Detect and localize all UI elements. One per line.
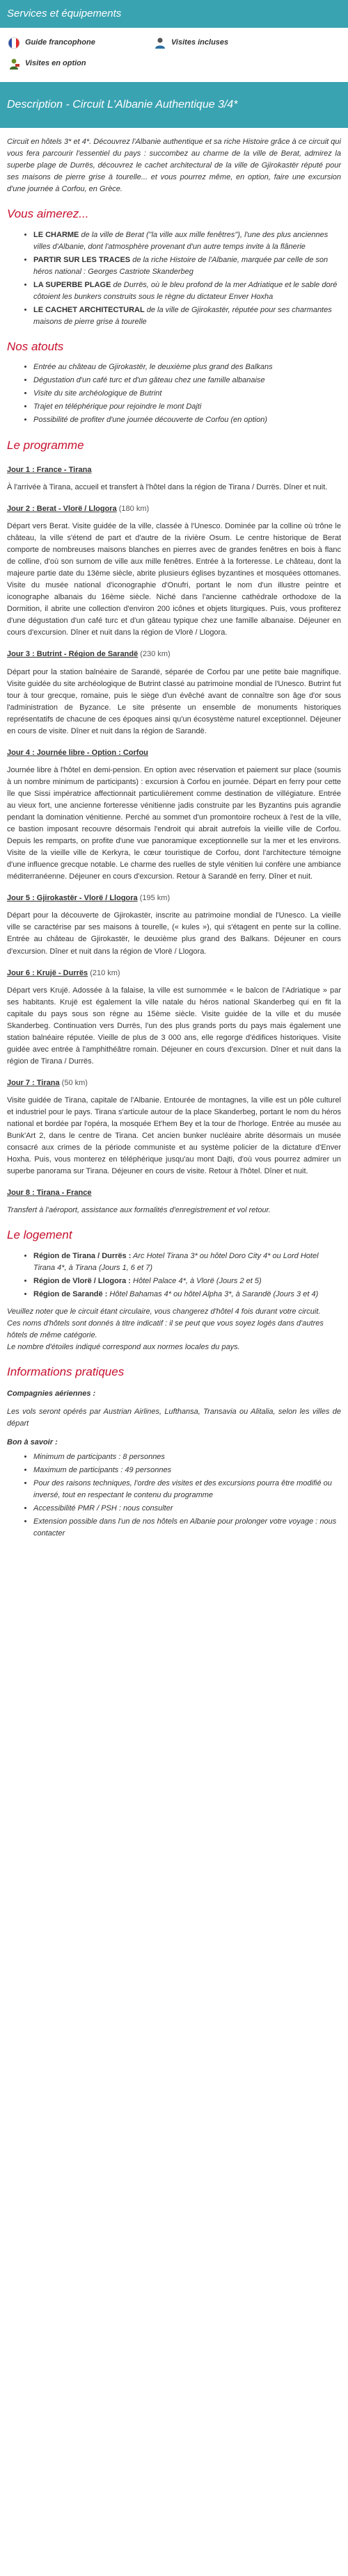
item-text: de la ville de Berat ("la ville aux mille fenêtres"), l'une des plus anciennes villes d'Albanie, dont l'atmosphère provenant d'un autre temps invite à la flânerie	[33, 230, 329, 251]
day-text: Départ pour la découverte de Gjirokastër, inscrite au patrimoine mondial de l'Unesco. La vieille ville se caractérise par ses maisons à tourelle, (« kules »), qui s'étagent en pente sur la colline. Entrée au château de Gjirokastër, le deuxième plus grand des Balkans. Déjeuner en cours d'excursion. Dîner et nuit dans la région de Vlorë / Llogora.	[7, 911, 341, 956]
list-item	[33, 254, 341, 278]
service-label: Visites en option	[25, 59, 86, 68]
service-label: Guide francophone	[25, 38, 95, 47]
day-heading	[7, 1187, 341, 1199]
item-bold: LA SUPERBE PLAGE	[33, 280, 111, 289]
service-item	[7, 36, 153, 50]
list-item: • Dégustation d'un café turc et d'un gâteau chez une famille albanaise	[33, 375, 341, 386]
day-title: Jour 2 : Berat - Vlorë / Llogora	[7, 504, 117, 513]
description-header	[0, 82, 348, 128]
day-text: Journée libre à l'hôtel en demi-pension. En option avec réservation et paiement sur place (soumis à un nombre minimum de participants) : excursion à Corfou en journée. Départ en ferry pour cette île que Sissi impératrice affectionnait particulièrement comme destination de villégiature. Entrée au vieux fort, une ancienne forteresse vénitienne jadis construite par les Byzantins puis agrandie pendant la domination vénitienne. Perché au sommet d'un promontoire rocheux à l'est de la ville, ce bastion imposant recouvre désormais l'endroit qui abrait autrefois la vieille ville de Corfou. Depuis les remparts, on profite d'une vue panoramique exceptionnelle sur la mer et les environs. Visite de la vieille ville de Kerkyra, le cœur touristique de Corfou, dont l'architecture témoigne d'une influence grecque notable. Le charme des ruelles de style vénitien lui confère une ambiance méditerranéenne. Déjeuner en cours d'excursion. Retour à Sarandë en ferry. Dîner et nuit.	[7, 765, 341, 881]
day-title: Jour 7 : Tirana	[7, 1078, 60, 1087]
bon-a-savoir-label: Bon à savoir :	[7, 1437, 58, 1446]
service-item	[153, 36, 299, 50]
list-item: • Pour des raisons techniques, l'ordre des visites et des excursions pourra être modifié ou inversé, tout en respectant le contenu du programme	[33, 1478, 341, 1501]
day-distance: (50 km)	[59, 1078, 88, 1087]
logement-note: Veuillez noter que le circuit étant circulaire, vous changerez d'hôtel 4 fois durant votre circuit.	[7, 1307, 321, 1316]
optional-visit-icon	[7, 57, 21, 71]
day-distance: (180 km)	[116, 504, 150, 513]
day-text: Départ pour la station balnéaire de Sarandë, séparée de Corfou par une petite baie magnifique. Visite guidée du site archéologique de Butrint classé au patrimoine mondial de l'Unesco. Butrint fut tour à tour grecque, romaine, puis le siège d'un évêché avant de connaître son âge d'or sous l'administration de Byzance. Le site présente un ensemble de monuments historiques représentatifs de chacune de ces époques ainsi qu'un écosystème naturel exceptionnel. Déjeuner en cours de visite. Dîner et nuit dans la région de Sarandë.	[7, 667, 341, 735]
item-bold: LE CACHET ARCHITECTURAL	[33, 305, 145, 314]
guide-person-icon	[153, 36, 167, 50]
list-item: • Possibilité de profiter d'une journée découverte de Corfou (en option)	[33, 414, 341, 426]
programme-title: Le programme	[7, 438, 84, 452]
pratiques-title: Informations pratiques	[7, 1365, 125, 1379]
atouts-list	[7, 361, 341, 426]
atouts-title: Nos atouts	[7, 339, 64, 353]
list-item: • Minimum de participants : 8 personnes	[33, 1451, 341, 1463]
service-item	[7, 57, 153, 71]
services-header	[0, 0, 348, 28]
description-intro: Circuit en hôtels 3* et 4*. Découvrez l'Albanie authentique et sa riche Histoire grâce à ce circuit qui vous fera parcourir l'essentiel du pays : succombez au charme de la ville de Berat, admirez la superbe plage de Durrës, découvrez le cachet architectural de la ville de Gjirokastër réputé pour ses maisons de pierre grise à tourelle... et vous pourrez même, en option, faire une excursion d'une journée à Corfou, en Grèce.	[7, 138, 341, 194]
day-heading	[7, 968, 341, 979]
list-item	[33, 304, 341, 328]
day-title: Jour 6 : Krujë - Durrës	[7, 968, 88, 977]
item-text: Arc Hotel Tirana 3* ou hôtel Doro City 4* ou Lord Hotel Tirana 4*, à Tirana (Jours 1, 6 et 7)	[33, 1251, 319, 1272]
day-heading	[7, 1077, 341, 1089]
item-text: de la ville de Gjirokastër, réputée pour ses charmantes maisons de pierre grise à tourelle	[33, 305, 332, 326]
main-content	[0, 136, 348, 1540]
service-label: Visites incluses	[171, 38, 229, 47]
day-text: Départ vers Krujë. Adossée à la falaise, la ville est surnommée « le balcon de l'Adriatique » par ses habitants. Krujë est également la ville natale du héros national Skanderbeg qui en fit la capitale du pays sous son règne au 15ème siècle. Visite guidée de la ville et du musée Skanderbeg. Continuation vers Durrës, l'un des plus grands ports du pays mais également une station balnéaire réputée. Vieille de plus de 3 000 ans, elle regorge d'édifices historiques. Visite guidée avec entrée à l'amphithéâtre romain. Déjeuner en cours d'excursion. Dîner et nuit dans la région de Tirana / Durrës.	[7, 986, 341, 1066]
item-text: Hôtel Bahamas 4* ou hôtel Alpha 3*, à Sarandë (Jours 3 et 4)	[107, 1289, 319, 1298]
adorer-list	[7, 229, 341, 328]
description-title: Description - Circuit L'Albanie Authentique 3/4*	[7, 99, 238, 111]
day-heading	[7, 464, 341, 476]
day-distance: (230 km)	[138, 650, 171, 659]
day-title: Jour 1 : France - Tirana	[7, 465, 92, 474]
day-text: Transfert à l'aéroport, assistance aux formalités d'enregistrement et vol retour.	[7, 1206, 271, 1215]
services-title: Services et équipements	[7, 7, 122, 19]
list-item	[33, 1275, 341, 1287]
item-bold: Région de Vlorë / Llogora :	[33, 1276, 131, 1285]
list-item: • Accessibilité PMR / PSH : nous consulter	[33, 1503, 341, 1515]
day-distance: (210 km)	[88, 968, 120, 977]
item-text: Hôtel Palace 4*, à Vlorë (Jours 2 et 5)	[130, 1276, 262, 1285]
companies-label: Compagnies aériennes :	[7, 1389, 96, 1399]
day-title: Jour 3 : Butrint - Région de Sarandë	[7, 650, 139, 659]
list-item	[33, 1289, 341, 1301]
item-bold: Région de Sarandë :	[33, 1289, 108, 1298]
logement-list	[7, 1250, 341, 1301]
day-title: Jour 5 : Gjirokastër - Vlorë / Llogora	[7, 894, 138, 903]
services-list	[0, 28, 348, 82]
companies-text: Les vols seront opérés par Austrian Airlines, Lufthansa, Transavia ou Alitalia, selon les villes de départ	[7, 1407, 341, 1428]
list-item: • Entrée au château de Gjirokastër, le deuxième plus grand des Balkans	[33, 361, 341, 373]
day-heading	[7, 503, 341, 515]
list-item	[33, 279, 341, 303]
day-heading	[7, 747, 341, 759]
item-text: de Durrës, où le bleu profond de la mer Adriatique et le sable doré côtoient les bunkers construits sous le règne du dictateur Enver Hoxha	[33, 280, 338, 301]
list-item: • Extension possible dans l'un de nos hôtels en Albanie pour prolonger votre voyage : nous contacter	[33, 1516, 341, 1540]
item-bold: PARTIR SUR LES TRACES	[33, 255, 131, 264]
day-title: Jour 4 : Journée libre - Option : Corfou	[7, 748, 148, 757]
day-heading	[7, 892, 341, 904]
adorer-title: Vous aimerez...	[7, 207, 89, 221]
day-text: Visite guidée de Tirana, capitale de l'Albanie. Entourée de montagnes, la ville est un pôle culturel et industriel pour le pays. Tirana s'articule autour de la place Skanderbeg, portant le nom du héros national et bordée par l'opéra, la mosquée Et'hem Bey et la tour de l'horloge. Entrée au musée au Bunk'Art 2, dans le centre de Tirana. Cet ancien bunker nucléaire abrite désormais un musée consacré aux crimes de la période communiste et au système policier de la dictature d'Enver Hoxha. Puis, vous monterez en téléphérique jusqu'au mont Dajti, d'où vous pourrez admirer un superbe panorama sur Tirana. Déjeuner en cours de visite. Retour à l'hôtel. Dîner et nuit.	[7, 1095, 341, 1176]
day-text: Départ vers Berat. Visite guidée de la ville, classée à l'Unesco. Dominée par la colline où trône le château, la ville s'étend de part et d'autre de la rivière Osum. Le centre historique de Berat comporte de nombreuses maisons blanches en pierres avec de grandes fenêtres en bois à flanc de colline, d'où son surnom de ville aux mille fenêtres. Entrée à la forteresse. Le château, dont la majeure partie date du 13ème siècle, abrite plusieurs églises byzantines et mosquées ottomanes. Visite du musée national d'iconographie d'Onufri, portant le nom d'un illustre peintre et iconographe albanais du 16ème siècle. Niché dans l'ancienne cathédrale orthodoxe de la Dormition, il abrite une collection d'environ 200 icônes et objets liturgiques. Puis, vous profiterez d'une dégustation d'un café turc et d'un gâteau typique chez une famille albanaise. Déjeuner en cours d'excursion. Dîner et nuit dans la région de Vlorë / Llogora.	[7, 522, 341, 637]
french-flag-icon	[7, 36, 21, 50]
logement-note: Ces noms d'hôtels sont donnés à titre indicatif : il se peut que vous soyez logés dans d'autres hôtels de même catégorie.	[7, 1319, 324, 1340]
list-item	[33, 229, 341, 253]
list-item: • Trajet en téléphérique pour rejoindre le mont Dajti	[33, 401, 341, 413]
day-heading	[7, 649, 341, 660]
item-bold: LE CHARME	[33, 230, 79, 239]
logement-note: Le nombre d'étoiles indiqué correspond aux normes locales du pays.	[7, 1343, 240, 1352]
day-text: À l'arrivée à Tirana, accueil et transfert à l'hôtel dans la région de Tirana / Durrës. Dîner et nuit.	[7, 482, 328, 491]
list-item: • Maximum de participants : 49 personnes	[33, 1465, 341, 1476]
list-item	[33, 1250, 341, 1274]
bon-a-savoir-list	[7, 1451, 341, 1540]
list-item: • Visite du site archéologique de Butrint	[33, 388, 341, 400]
day-distance: (195 km)	[137, 894, 171, 903]
item-bold: Région de Tirana / Durrës :	[33, 1251, 132, 1260]
day-title: Jour 8 : Tirana - France	[7, 1189, 92, 1198]
logement-title: Le logement	[7, 1228, 72, 1242]
item-text: de la riche Histoire de l'Albanie, marquée par celle de son héros national : Georges Castriote Skanderbeg	[33, 255, 329, 276]
